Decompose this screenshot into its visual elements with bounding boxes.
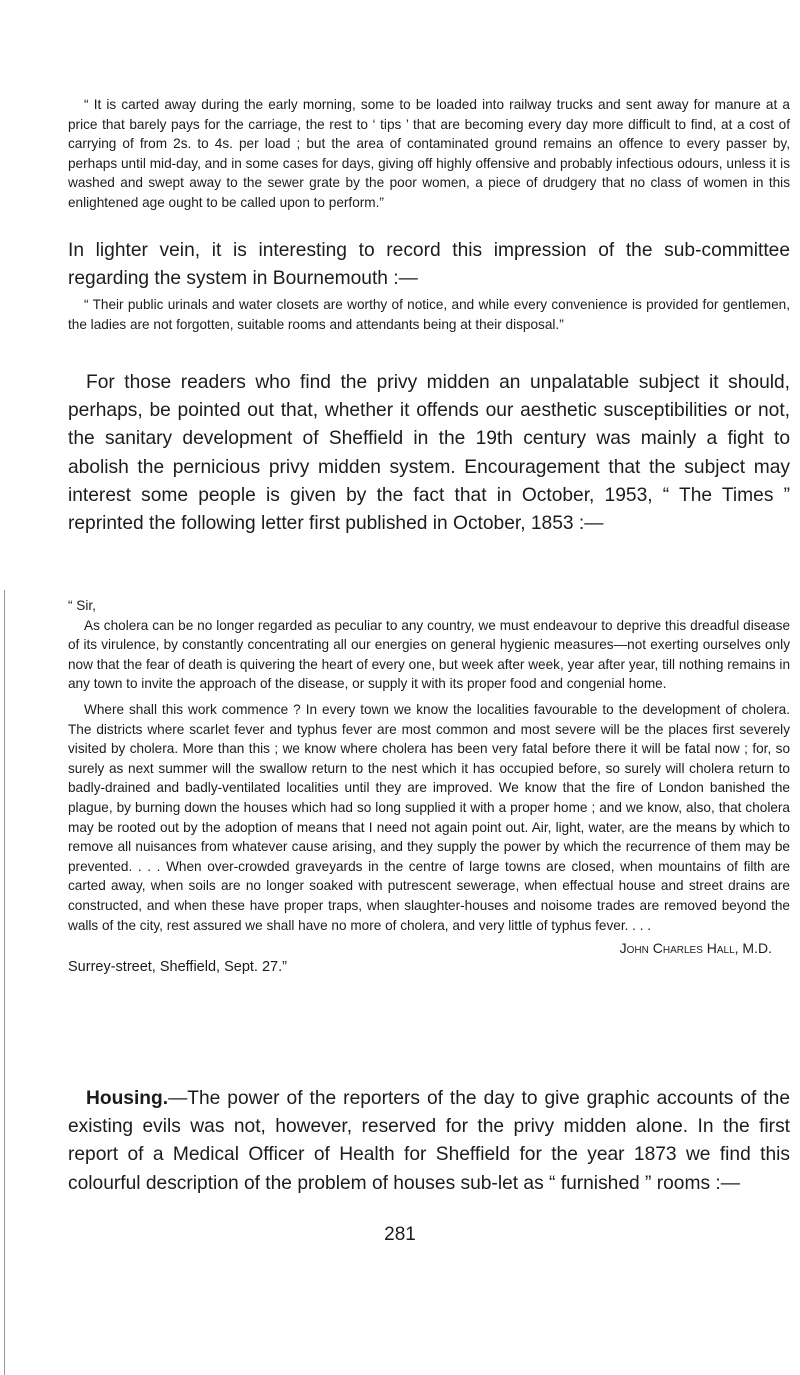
page-number: 281 bbox=[384, 1224, 416, 1245]
housing-section bbox=[68, 1085, 790, 1198]
letter-signature-name: John Charles Hall, M.D. bbox=[619, 940, 772, 957]
quote-bournemouth bbox=[68, 295, 790, 334]
housing-heading: Housing. bbox=[86, 1088, 169, 1109]
body-paragraph bbox=[68, 1085, 790, 1198]
scan-edge-line bbox=[4, 590, 5, 1375]
quote-paragraph: “ It is carted away during the early morning, some to be loaded into railway trucks and sent away for manure at a price that barely pays for the carriage, the rest to ‘ tips ’ that are becoming every day more difficult to find, at a cost of carrying of from 2s. to 4s. per load ; but the area of contaminated ground remains an offence to every passer by, perhaps until mid-day, and in some cases for days, giving off highly offensive and probably infectious odours, unless it is washed and swept away to the sewer grate by the poor women, a piece of drudgery that no class of women in this enlightened age ought to be called upon to perform.” bbox=[68, 97, 790, 210]
letter-salutation: “ Sir, bbox=[68, 598, 96, 613]
body-paragraph: For those readers who find the privy midden an unpalatable subject it should, perhaps, be pointed out that, whether it offends our aesthetic susceptibilities or not, the sanitary development of Sheffield in the 19th century was mainly a fight to abolish the pernicious privy midden system. Encouragement that the subject may interest some people is given by the fact that in October, 1953, “ The Times ” reprinted the following letter first published in October, 1853 :— bbox=[68, 372, 790, 535]
bournemouth-intro bbox=[68, 237, 790, 293]
letter-paragraph: Where shall this work commence ? In every town we know the localities favourable to the development of cholera. The districts where scarlet fever and typhus fever are most common and most severe will be the places first severely visited by cholera. More than this ; we know where cholera has been very fatal before there it will be fatal now ; for, so surely as next summer will the swallow return to the nest which it has occupied before, so surely will cholera return to badly-drained and badly-ventilated localities until they are improved. We know that the fire of London banished the plague, by burning down the houses which had so long supplied it with a proper home ; and we know, also, that cholera may be rooted out by the adoption of means that I need not again point out. Air, light, water, are the means by which to remove all nuisances from whatever cause arising, and they supply the power by which the recurrence of them may be prevented. . . . When over-crowded graveyards in the centre of large towns are closed, when mountains of filth are carted away, when soils are no longer soaked with putrescent sewerage, when effectual house and street drains are constructed, and when these have proper traps, when slaughter-houses and noisome trades are removed beyond the walls of the city, rest assured we shall have no more of cholera, and very little of typhus fever. . . . bbox=[68, 701, 790, 933]
letter-block bbox=[68, 596, 790, 977]
quote-carted-away bbox=[68, 95, 790, 213]
body-paragraph: In lighter vein, it is interesting to record this impression of the sub-committee regarding the system in Bournemouth :— bbox=[68, 240, 790, 290]
housing-text: —The power of the reporters of the day to give graphic accounts of the existing evils was not, however, reserved for the privy midden alone. In the first report of a Medical Officer of Health for Sheffield for the year 1873 we find this colourful description of the problem of houses sub-let as “ furnished ” rooms :— bbox=[68, 1088, 790, 1194]
quote-paragraph: “ Their public urinals and water closets are worthy of notice, and while every convenience is provided for gentlemen, the ladies are not forgotten, suitable rooms and attendants being at their disposal.” bbox=[68, 297, 790, 332]
privy-midden-paragraph bbox=[68, 369, 790, 538]
letter-paragraph: As cholera can be no longer regarded as peculiar to any country, we must endeavour to deprive this dreadful disease of its virulence, by constantly concentrating all our energies on general hygienic measures—not exerting ourselves only now that the fear of death is quivering the heart of every one, but week after week, year after year, till nothing remains in any town to invite the approach of the disease, or supply it with its proper food and congenial home. bbox=[68, 617, 790, 692]
letter-signature-place: Surrey-street, Sheffield, Sept. 27.” bbox=[68, 959, 287, 976]
